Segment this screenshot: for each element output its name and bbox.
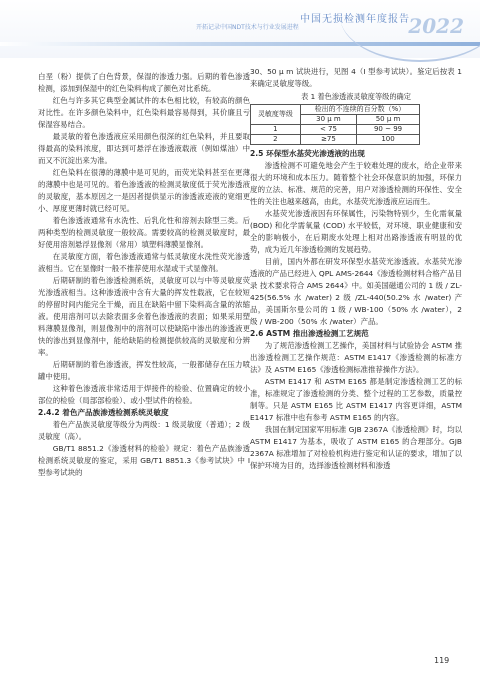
paragraph: 为了规范渗透检测工艺操作，美国材料与试验协会 ASTM 推出渗透检测工艺操作规范：ASTM E1417《渗透检测的标准方法》及 ASTM E165《渗透检测标准推荐操作方法》。 [250,341,462,374]
paragraph: 在灵敏度方面，着色渗透液通常与低灵敏度水洗性荧光渗透液相当。它在显像时一般不推荐使用水湿或干式显像剂。 [38,252,250,273]
paragraph: 后期研制的着色渗透液，挥发性较高，一般都储存在压力喷罐中使用。 [38,360,250,381]
paragraph: 白垩（粉）提供了白色背景，保湿的渗透力强。后期的着色渗透检测，添加到保湿中的红色染料构成了颜色对比系统。 [38,72,250,93]
paragraph: 最灵敏的着色渗透液应采用颜色很深的红色染料，并且要取得最高的染料浓度，即达到可悬浮在渗透液载液（例如煤油）中而又不沉淀出来为准。 [38,132,250,165]
table-cell: 90 ~ 99 [357,125,420,135]
paragraph: 着色产品族灵敏度等级分为两级：1 级灵敏度（普通）；2 级灵敏度（高）。 [38,420,250,441]
paragraph: 着色渗透液通常有水洗性、后乳化性和溶剂去除型三类。后两种类型的检测灵敏度一般较高。需要较高的检测灵敏度时，最好使用溶剂悬浮显像剂（常用）填塑料薄膜显像剂。 [38,216,250,249]
section-heading: 2.4.2 着色产品族渗透检测系统灵敏度 [38,408,169,417]
paragraph: 红色与许多其它典型金属试件的本色相比较，有较高的颜色对比性。在许多颜色染料中，红色染料最容易得到，其价廉且亏保湿容易结合。 [38,96,250,129]
paragraph: 目前，国内外都在研发环保型水基荧光渗透液。水基荧光渗透液的产品已经进入 QPL AMS-2644《渗透检测材料合格产品目录 技术要求符合 AMS 2644》中。如美国磁通公司的 1 级 / ZL-425(56.5% 水 /water) 2 级 /ZL-440(50.2% 水 /water) 产品，美国斯尔曼公司的 1 级 / WB-100（50% 水 /water），2 级 / WB-200（50% 水 /water）产品。 [250,257,462,326]
paragraph: 后期研制的着色渗透检测系统，灵敏度可以与中等灵敏度荧光渗透液相当。这种渗透液中含有大量的挥发性载液，它在较短的停留时间内能完全干燥，而且在缺陷中留下染料高含量的浓缩液。使用溶剂可以去除表面多余着色渗透液的表面；如果采用塑料薄膜显像剂，则显像剂中的溶剂可以使缺陷中渗出的渗透液更快的渗出到显像剂中，能给缺陷的检测提供较高的灵敏度和分辨率。 [38,276,250,357]
paragraph: 渗透检测不可避免地会产生于较难处理的废水，给企业带来很大的环境和成本压力。随着整个社会环保意识的加强，环保力度的立法、标准、规范的完善，用户对渗透检测的环保性、安全性的关注也越来越高，由此，水基荧光渗透液应运而生。 [250,161,462,206]
table-cell: < 75 [300,125,356,135]
section-heading: 2.5 环保型水基荧光渗透液的出现 [250,149,365,158]
table-header-level: 灵敏度等级 [251,105,301,125]
section-heading: 2.6 ASTM 推出渗透检测工艺规范 [250,329,369,338]
paragraph: ASTM E1417 和 ASTM E165 都是制定渗透检测工艺的标准，标准规定了渗透检测的分类、整个过程的工艺参数，质量控制等。只是 ASTM E165 比 ASTM E1417 内容更详细，ASTM E1417 标准中也有参考 ASTM E165 的内容。 [250,377,462,422]
paragraph: GB/T1 8851.2《渗透材料的检验》规定：着色产品族渗透检测系统灵敏度的鉴定，采用 GB/T1 8851.3《参考试块》中 I 型参考试块的 [38,444,250,477]
paragraph: 水基荧光渗透液因有环保属性，污染物特别少，生化需氧量 (BOD) 和化学需氧量 (COD) 水平较低，对环境、职业健康和安全的影响极小，在后期废水处理上相对出路渗透液有明显的优势，成为近几年渗透检测的发展趋势。 [250,209,462,254]
table-header-50um: 50 μ m [357,115,420,125]
report-title: 中国无损检测年度报告 [300,14,410,25]
table-cell: 2 [251,135,301,145]
paragraph: 红色染料在很薄的薄膜中是可见的，而荧光染料甚至在更薄的薄膜中也是可见的。着色渗透液的检测灵敏度低于荧光渗透液的灵敏度，基本原因之一是因者提供显示的渗透液迹液的宽细更小、厚度更薄时就已经可见。 [38,168,250,213]
table-cell: ≥75 [300,135,356,145]
table-title: 表 1 着色渗透液灵敏度等级的确定 [301,92,411,101]
left-column [38,71,250,479]
table-row [251,125,420,135]
table-header-30um: 30 μ m [300,115,356,125]
sensitivity-table [250,104,420,145]
table-cell: 100 [357,135,420,145]
paragraph: 我国在制定国家军用标准 GJB 2367A《渗透检测》时，均以 ASTM E1417 为基本，吸收了 ASTM E165 的合理部分。GJB 2367A 标准增加了对检验机构进行鉴定和认证的要求，增加了以保护环境为目的，选择渗透检测材料和渗透 [250,425,462,470]
table-header-group: 检出的不连续的百分数（%） [300,105,419,115]
paragraph: 这种着色渗透液非常适用于焊接件的检验、位置确定的较小部位的检验（局部部检验）、或小型试件的检验。 [38,384,250,405]
report-year: 2022 [408,14,464,38]
table-row [251,135,420,145]
right-column [250,66,462,472]
page-number: 119 [434,656,450,665]
page-header [0,0,480,58]
report-subtitle: 开拓记录中国NDT技术与行业发展进程 [196,24,299,31]
table-cell: 1 [251,125,301,135]
paragraph: 30、50 μ m 试块进行，见图 4（I 型参考试块）。鉴定后按表 1 来确定灵敏度等级。 [250,67,462,88]
